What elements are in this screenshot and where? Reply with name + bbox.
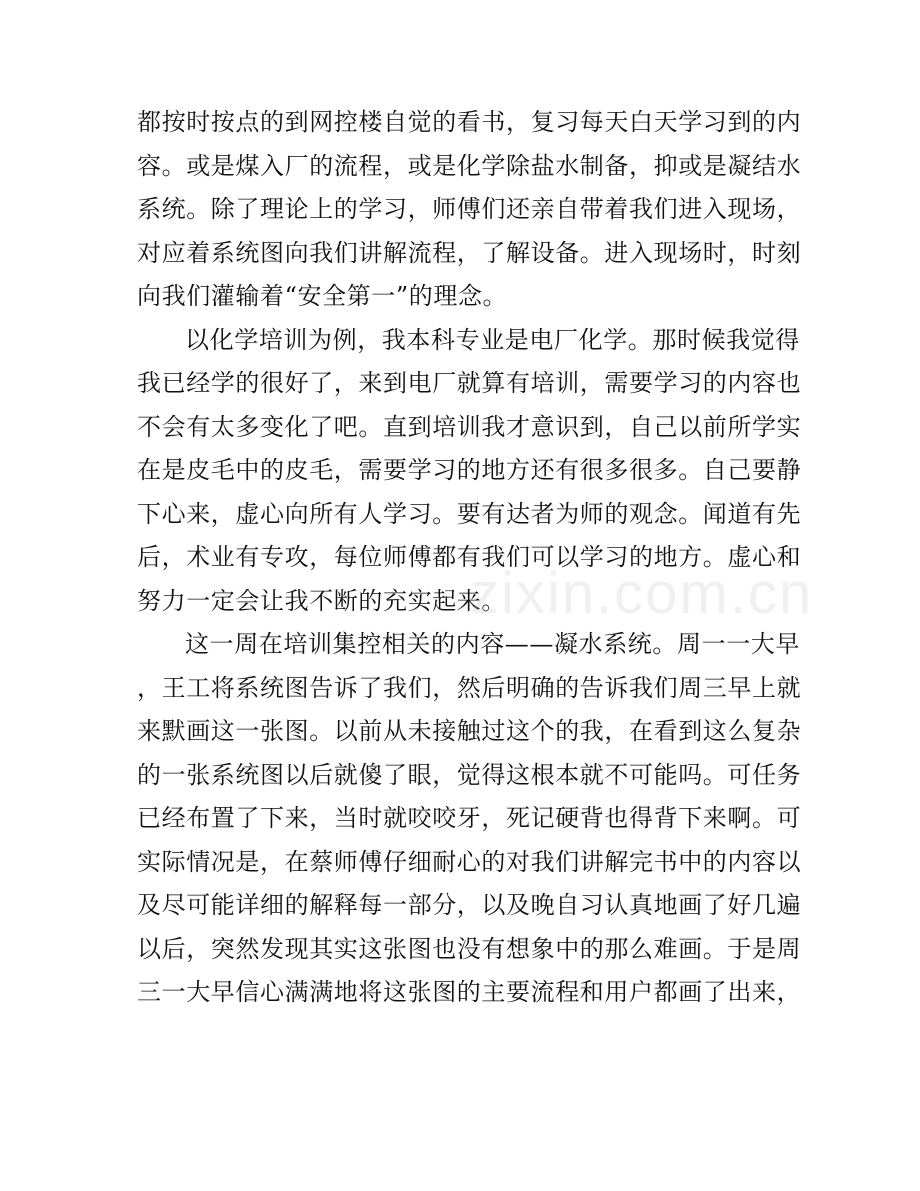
- text-line: 在是皮毛中的皮毛，需要学习的地方还有很多很多。自己要静: [137, 456, 802, 484]
- text-line: 向我们灌输着“安全第一”的理念。: [137, 282, 508, 310]
- body-text: [137, 101, 802, 1015]
- text-line: 后，术业有专攻，每位师傅都有我们可以学习的地方。虚心和: [137, 543, 802, 571]
- text-line: 及尽可能详细的解释每一部分，以及晚自习认真地画了好几遍: [137, 891, 802, 919]
- paragraph-first-line: 以化学培训为例，我本科专业是电厂化学。那时候我觉得: [185, 325, 800, 354]
- text-line: 以后，突然发现其实这张图也没有想象中的那么难画。于是周: [137, 934, 802, 963]
- text-line: 三一大早信心满满地将这张图的主要流程和用户都画了出来，: [137, 978, 802, 1006]
- text-line: 系统。除了理论上的学习，师傅们还亲自带着我们进入现场，: [137, 195, 802, 223]
- text-line: 来默画这一张图。以前从未接触过这个的我，在看到这么复杂: [137, 717, 802, 745]
- text-line: 努力一定会让我不断的充实起来。: [137, 586, 506, 615]
- text-line: 实际情况是，在蔡师傅仔细耐心的对我们讲解完书中的内容以: [137, 847, 802, 876]
- text-line: 都按时按点的到网控楼自觉的看书，复习每天白天学习到的内: [137, 108, 802, 136]
- text-line: ，王工将系统图告诉了我们，然后明确的告诉我们周三早上就: [137, 673, 802, 702]
- text-line: 的一张系统图以后就傻了眼，觉得这根本就不可能吗。可任务: [137, 760, 802, 789]
- text-line: 不会有太多变化了吧。直到培训我才意识到，自己以前所学实: [137, 412, 802, 441]
- text-line: 容。或是煤入厂的流程，或是化学除盐水制备，抑或是凝结水: [137, 151, 802, 180]
- text-line: 对应着系统图向我们讲解流程，了解设备。进入现场时，时刻: [137, 238, 802, 267]
- watermark: zixin.com.cn: [470, 561, 814, 626]
- text-line: 已经布置了下来，当时就咬咬牙，死记硬背也得背下来啊。可: [137, 804, 802, 832]
- text-line: 我已经学的很好了，来到电厂就算有培训，需要学习的内容也: [137, 369, 802, 397]
- paragraph-first-line: 这一周在培训集控相关的内容——凝水系统。周一一大早: [185, 630, 800, 658]
- text-line: 下心来，虚心向所有人学习。要有达者为师的观念。闻道有先: [137, 499, 802, 528]
